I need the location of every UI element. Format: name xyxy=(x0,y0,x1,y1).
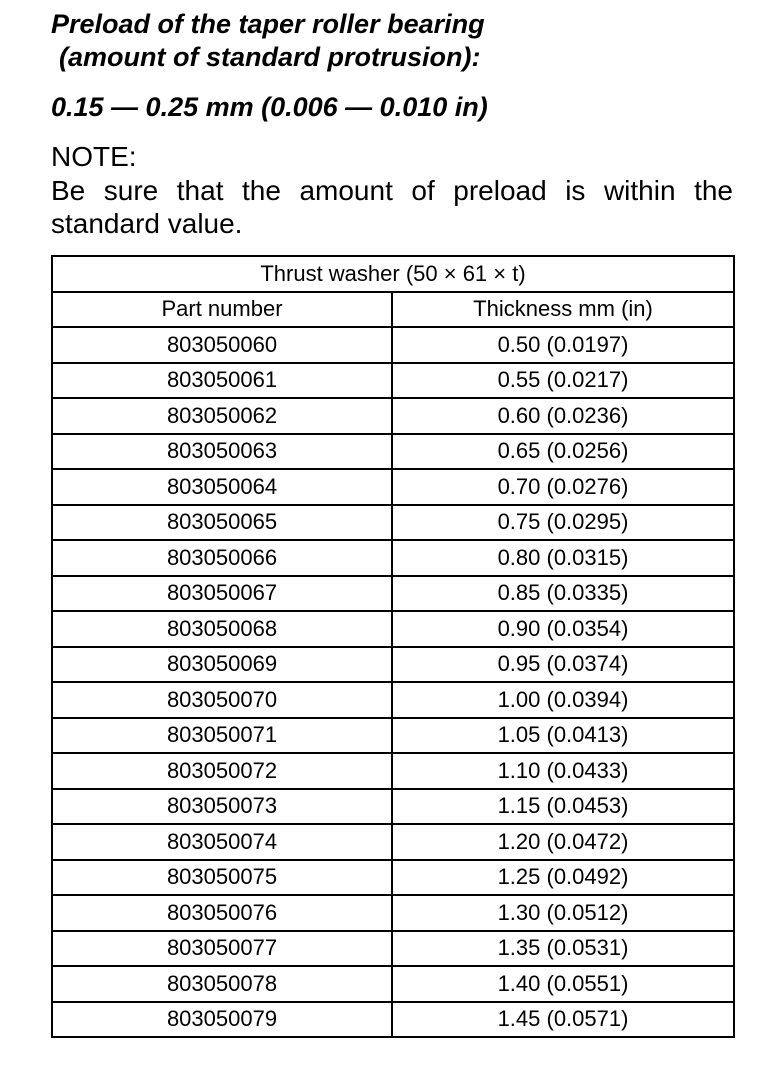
thickness-cell: 1.40 (0.0551) xyxy=(392,966,734,1002)
table-header-row xyxy=(52,292,734,328)
thickness-cell: 0.70 (0.0276) xyxy=(392,469,734,505)
table-body xyxy=(52,327,734,1037)
table-title-row xyxy=(52,256,734,292)
thickness-cell: 1.35 (0.0531) xyxy=(392,931,734,967)
part-number-cell: 803050071 xyxy=(52,718,392,754)
table-row xyxy=(52,540,734,576)
table-row xyxy=(52,789,734,825)
table-row xyxy=(52,682,734,718)
part-number-cell: 803050070 xyxy=(52,682,392,718)
table-row xyxy=(52,363,734,399)
table-row xyxy=(52,398,734,434)
section-heading-line2: (amount of standard protrusion): xyxy=(59,42,481,72)
thickness-cell: 1.25 (0.0492) xyxy=(392,860,734,896)
note-text: Be sure that the amount of preload is within the standard value. xyxy=(51,175,733,239)
table-row xyxy=(52,718,734,754)
thickness-cell: 1.10 (0.0433) xyxy=(392,753,734,789)
thickness-cell: 0.50 (0.0197) xyxy=(392,327,734,363)
part-number-cell: 803050063 xyxy=(52,434,392,470)
thickness-cell: 1.15 (0.0453) xyxy=(392,789,734,825)
part-number-cell: 803050079 xyxy=(52,1002,392,1038)
part-number-cell: 803050075 xyxy=(52,860,392,896)
column-header-part-number: Part number xyxy=(52,292,392,328)
part-number-cell: 803050072 xyxy=(52,753,392,789)
table-row xyxy=(52,505,734,541)
thickness-cell: 0.75 (0.0295) xyxy=(392,505,734,541)
thickness-cell: 0.55 (0.0217) xyxy=(392,363,734,399)
thrust-washer-table xyxy=(51,255,735,1038)
table-row xyxy=(52,1002,734,1038)
part-number-cell: 803050061 xyxy=(52,363,392,399)
thickness-cell: 0.65 (0.0256) xyxy=(392,434,734,470)
part-number-cell: 803050074 xyxy=(52,824,392,860)
thickness-cell: 0.60 (0.0236) xyxy=(392,398,734,434)
part-number-cell: 803050064 xyxy=(52,469,392,505)
table-title: Thrust washer (50 × 61 × t) xyxy=(52,256,734,292)
thickness-cell: 1.20 (0.0472) xyxy=(392,824,734,860)
table-row xyxy=(52,895,734,931)
thickness-cell: 1.00 (0.0394) xyxy=(392,682,734,718)
part-number-cell: 803050078 xyxy=(52,966,392,1002)
part-number-cell: 803050069 xyxy=(52,647,392,683)
part-number-cell: 803050067 xyxy=(52,576,392,612)
thickness-cell: 1.45 (0.0571) xyxy=(392,1002,734,1038)
table-row xyxy=(52,327,734,363)
part-number-cell: 803050077 xyxy=(52,931,392,967)
table-row xyxy=(52,434,734,470)
part-number-cell: 803050068 xyxy=(52,611,392,647)
thickness-cell: 0.85 (0.0335) xyxy=(392,576,734,612)
table-row xyxy=(52,966,734,1002)
note-label: NOTE: xyxy=(51,141,137,172)
part-number-cell: 803050065 xyxy=(52,505,392,541)
thickness-cell: 0.80 (0.0315) xyxy=(392,540,734,576)
part-number-cell: 803050076 xyxy=(52,895,392,931)
table-row xyxy=(52,469,734,505)
table-row xyxy=(52,860,734,896)
thickness-cell: 0.95 (0.0374) xyxy=(392,647,734,683)
section-heading-line1: Preload of the taper roller bearing xyxy=(51,9,485,39)
standard-value: 0.15 — 0.25 mm (0.006 — 0.010 in) xyxy=(51,92,488,122)
thickness-cell: 1.05 (0.0413) xyxy=(392,718,734,754)
table-row xyxy=(52,647,734,683)
thickness-cell: 1.30 (0.0512) xyxy=(392,895,734,931)
table-row xyxy=(52,611,734,647)
table-row xyxy=(52,576,734,612)
table-row xyxy=(52,753,734,789)
column-header-thickness: Thickness mm (in) xyxy=(392,292,734,328)
table-row xyxy=(52,824,734,860)
part-number-cell: 803050073 xyxy=(52,789,392,825)
table-row xyxy=(52,931,734,967)
part-number-cell: 803050060 xyxy=(52,327,392,363)
part-number-cell: 803050066 xyxy=(52,540,392,576)
part-number-cell: 803050062 xyxy=(52,398,392,434)
thickness-cell: 0.90 (0.0354) xyxy=(392,611,734,647)
